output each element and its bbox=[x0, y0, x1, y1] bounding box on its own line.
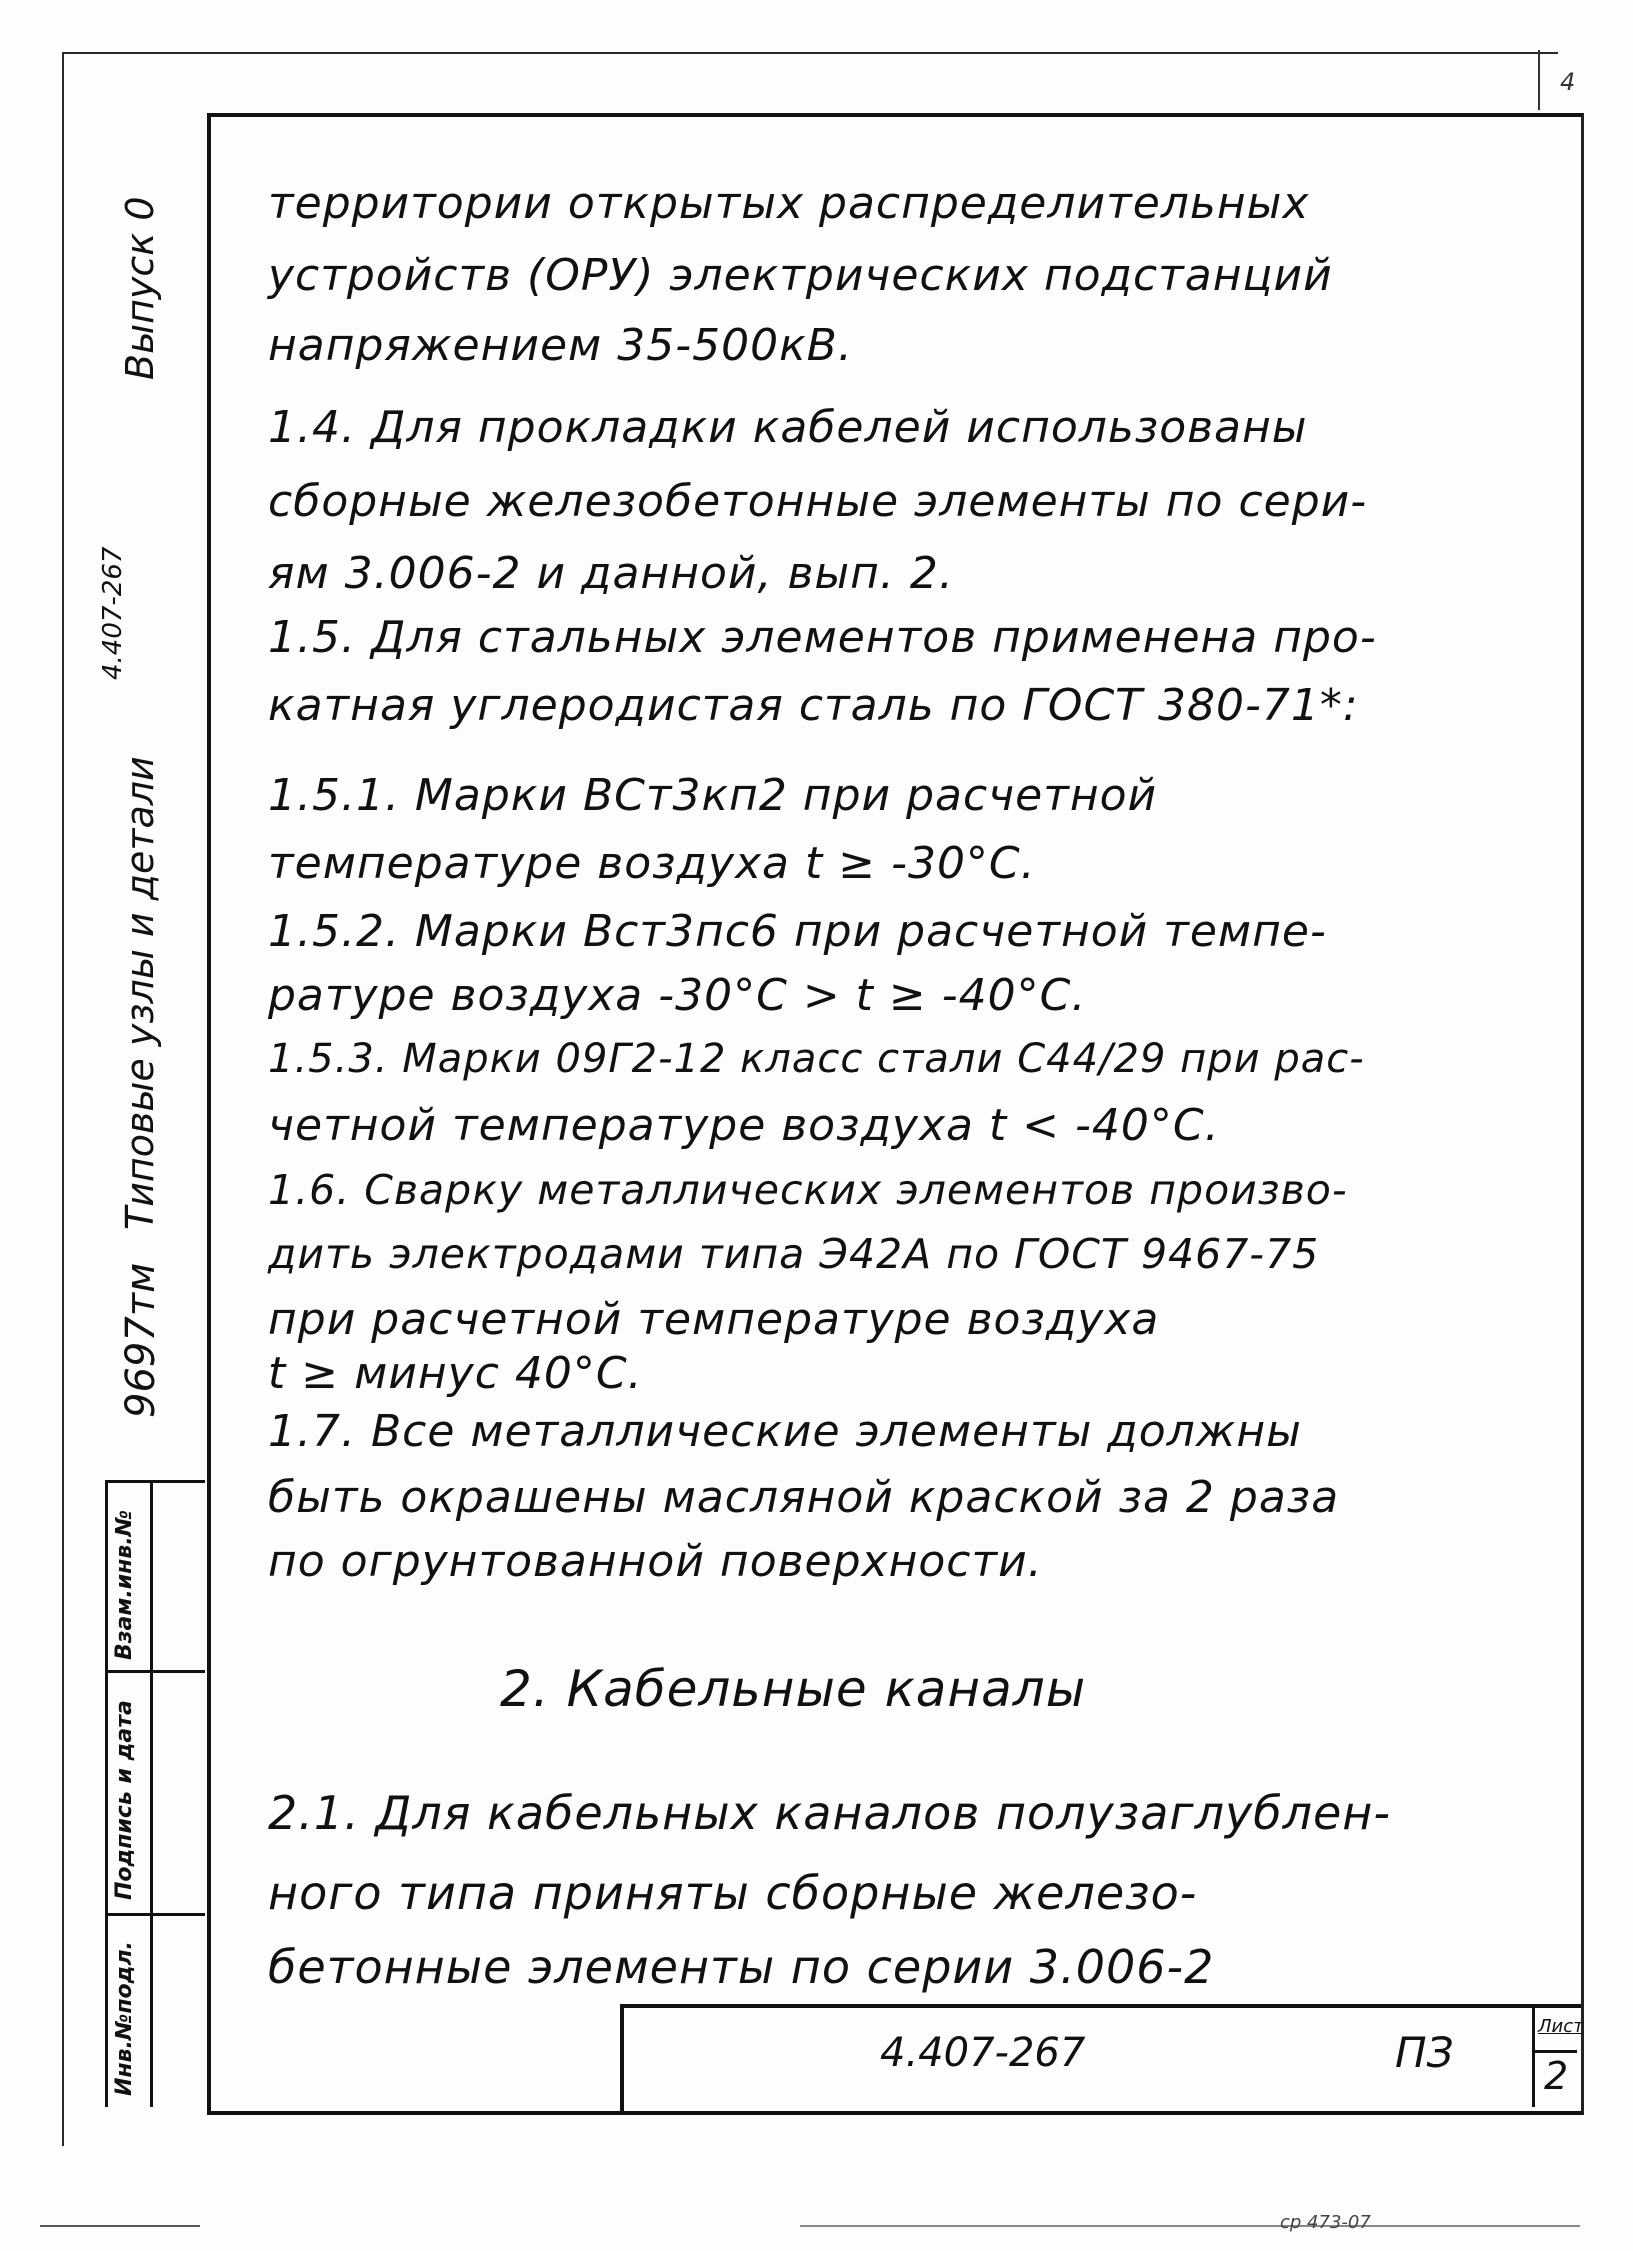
text-line: ям 3.006-2 и данной, вып. 2. bbox=[268, 548, 954, 599]
side-title: Типовые узлы и детали bbox=[118, 756, 162, 1230]
side-series-code: 9697тм bbox=[118, 1262, 164, 1418]
side-issue: Выпуск 0 bbox=[118, 196, 162, 380]
side-cell-signature-date: Подпись и дата bbox=[112, 1700, 137, 1900]
side-grid-line bbox=[150, 1480, 153, 2107]
corner-tick bbox=[1538, 50, 1540, 110]
text-line: бетонные элементы по серии 3.006-2 bbox=[268, 1940, 1215, 1994]
corner-page-number: 4 bbox=[1560, 68, 1577, 96]
text-line: температуре воздуха t ≥ -30°С. bbox=[268, 838, 1036, 889]
title-block-sheet-number: 2 bbox=[1544, 2054, 1569, 2098]
text-line: ратуре воздуха -30°С > t ≥ -40°С. bbox=[268, 970, 1087, 1021]
side-grid-line bbox=[105, 1670, 205, 1673]
text-line: территории открытых распределительных bbox=[268, 178, 1310, 229]
edge-line bbox=[800, 2225, 1580, 2227]
text-line: 1.5. Для стальных элементов применена про- bbox=[268, 612, 1377, 663]
title-block-divider bbox=[1532, 2050, 1577, 2053]
text-line: при расчетной температуре воздуха bbox=[268, 1294, 1160, 1345]
side-grid-line bbox=[105, 1480, 108, 2107]
text-line: 2.1. Для кабельных каналов полузаглублен- bbox=[268, 1786, 1391, 1840]
text-line: катная углеродистая сталь по ГОСТ 380-71*: bbox=[268, 680, 1359, 731]
text-line: 1.5.1. Марки ВСт3кп2 при расчетной bbox=[268, 770, 1158, 821]
side-doc-number: 4.407-267 bbox=[98, 546, 128, 680]
title-block-section: ПЗ bbox=[1395, 2028, 1454, 2077]
text-line: 1.5.3. Марки 09Г2-12 класс стали С44/29 при рас- bbox=[268, 1036, 1365, 1082]
title-block-divider bbox=[1532, 2004, 1535, 2107]
text-line: по огрунтованной поверхности. bbox=[268, 1536, 1043, 1587]
text-line: напряжением 35-500кВ. bbox=[268, 320, 853, 371]
text-line: дить электродами типа Э42А по ГОСТ 9467-75 bbox=[268, 1230, 1320, 1278]
text-line: устройств (ОРУ) электрических подстанций bbox=[268, 250, 1333, 301]
text-line: ного типа приняты сборные железо- bbox=[268, 1866, 1198, 1920]
text-line: 1.7. Все металлические элементы должны bbox=[268, 1406, 1302, 1457]
bottom-archive-mark: ср 473-07 bbox=[1280, 2212, 1371, 2233]
title-block-sheet-label: Лист bbox=[1538, 2016, 1584, 2037]
title-block-doc-number: 4.407-267 bbox=[880, 2030, 1086, 2076]
text-line: быть окрашены масляной краской за 2 раза bbox=[268, 1472, 1340, 1523]
side-cell-inventory: Инв.№подл. bbox=[112, 1941, 137, 2096]
side-cell-replacement: Взам.инв.№ bbox=[112, 1509, 137, 1660]
section-heading: 2. Кабельные каналы bbox=[500, 1660, 1087, 1718]
text-line: 1.4. Для прокладки кабелей использованы bbox=[268, 402, 1308, 453]
text-line: сборные железобетонные элементы по сери- bbox=[268, 476, 1368, 527]
text-line: t ≥ минус 40°С. bbox=[268, 1348, 643, 1399]
side-grid-line bbox=[105, 1913, 205, 1916]
edge-line bbox=[40, 2225, 200, 2227]
text-line: 1.6. Сварку металлических элементов произво- bbox=[268, 1166, 1348, 1214]
text-line: 1.5.2. Марки Вст3пс6 при расчетной темпе- bbox=[268, 906, 1327, 957]
text-line: четной температуре воздуха t < -40°С. bbox=[268, 1100, 1220, 1151]
